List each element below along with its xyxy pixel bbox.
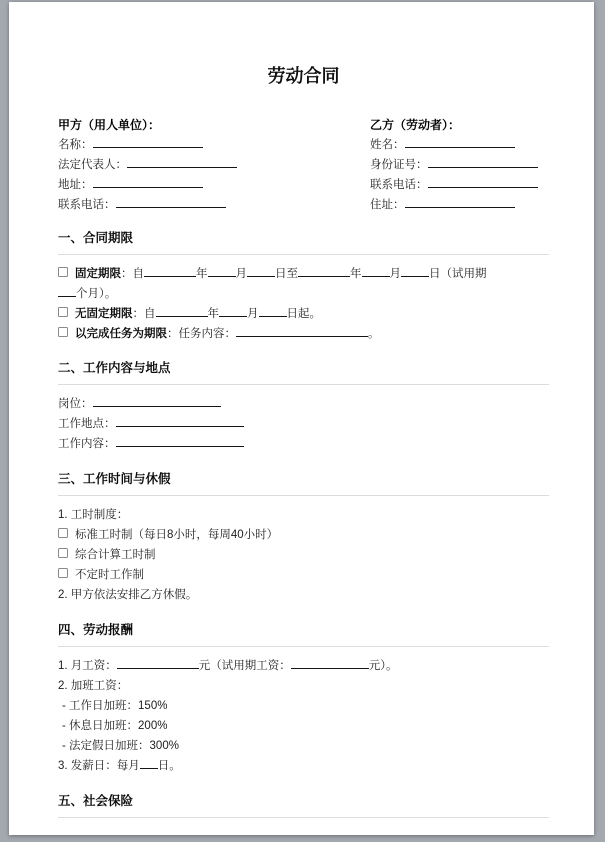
field-label: 姓名：: [370, 139, 405, 151]
option-text: ：自: [132, 308, 156, 320]
option-text: 综合计算工时制: [75, 549, 156, 561]
work-duty-blank[interactable]: [116, 435, 244, 447]
open-day-blank[interactable]: [259, 305, 287, 317]
party-b-name-row: [370, 135, 549, 155]
task-term-checkbox[interactable]: [58, 327, 68, 337]
option-text: 日起。: [286, 308, 321, 320]
option-text: 日（试用期: [429, 268, 487, 280]
clause-text: 1. 月工资：: [58, 660, 117, 672]
option-text: 标准工时制（每日8小时，每周40小时）: [75, 529, 279, 541]
clause-text: 日。: [157, 760, 181, 772]
option-text: 月: [247, 308, 259, 320]
section-heading: 四、劳动报酬: [58, 623, 549, 647]
party-a-name-row: [58, 135, 370, 155]
work-location-blank[interactable]: [116, 415, 244, 427]
field-label: 工作地点：: [58, 418, 116, 430]
open-year-blank[interactable]: [156, 305, 208, 317]
position-row: [58, 394, 549, 414]
party-a-address-row: [58, 175, 370, 195]
field-label: 联系电话：: [370, 179, 428, 191]
option-text: 日至: [275, 268, 298, 280]
option-task-term: [58, 324, 549, 344]
clause-text: 元（试用期工资：: [198, 660, 291, 672]
open-term-checkbox[interactable]: [58, 307, 68, 317]
position-blank[interactable]: [93, 395, 221, 407]
option-text: 年: [196, 268, 208, 280]
probation-months-blank[interactable]: [58, 285, 76, 297]
option-fixed-term-wrap: [58, 284, 549, 304]
party-b-header: 乙方（劳动者）：: [370, 118, 461, 132]
leave-clause: 2. 甲方依法安排乙方休假。: [58, 589, 198, 601]
section-remuneration: [58, 623, 549, 776]
option-text: 月: [389, 268, 401, 280]
party-b-address-row: [370, 195, 549, 215]
task-content-blank[interactable]: [236, 325, 368, 337]
section-working-hours: [58, 472, 549, 605]
end-day-blank[interactable]: [401, 265, 429, 277]
fixed-term-checkbox[interactable]: [58, 267, 68, 277]
section-social-insurance: [58, 794, 549, 818]
overtime-holiday: - 法定假日加班：300%: [62, 740, 179, 752]
worker-address-fill-blank[interactable]: [405, 196, 515, 208]
end-month-blank[interactable]: [362, 265, 390, 277]
section-work-content: [58, 361, 549, 454]
section-contract-term: [58, 231, 549, 344]
party-a-phone-row: [58, 195, 370, 215]
monthly-salary-blank[interactable]: [117, 657, 199, 669]
end-year-blank[interactable]: [298, 265, 350, 277]
option-open-term: [58, 304, 549, 324]
parties-block: [58, 115, 549, 215]
option-text: 。: [368, 328, 380, 340]
monthly-salary-row: [58, 656, 549, 676]
worker-phone-fill-blank[interactable]: [428, 176, 538, 188]
probation-salary-blank[interactable]: [291, 657, 369, 669]
option-text: 月: [235, 268, 247, 280]
start-day-blank[interactable]: [247, 265, 275, 277]
option-comprehensive-hours: [58, 545, 549, 565]
section-heading: 二、工作内容与地点: [58, 361, 549, 385]
field-label: 法定代表人：: [58, 159, 127, 171]
party-a-legal-rep-row: [58, 155, 370, 175]
field-label: 岗位：: [58, 398, 93, 410]
overtime-restday: - 休息日加班：200%: [62, 720, 168, 732]
contract-page: [9, 2, 594, 835]
option-fixed-term: [58, 264, 549, 284]
overtime-weekday: - 工作日加班：150%: [62, 700, 168, 712]
start-month-blank[interactable]: [208, 265, 236, 277]
field-label: 地址：: [58, 179, 93, 191]
clause-text: 元）。: [368, 660, 398, 672]
hours-system-label: 1. 工时制度：: [58, 509, 129, 521]
work-duty-row: [58, 434, 549, 454]
name-fill-blank[interactable]: [93, 136, 203, 148]
flexible-hours-checkbox[interactable]: [58, 568, 68, 578]
address-fill-blank[interactable]: [93, 176, 203, 188]
option-text: 不定时工作制: [75, 569, 144, 581]
field-label: 住址：: [370, 199, 405, 211]
field-label: 工作内容：: [58, 438, 116, 450]
option-standard-hours: [58, 525, 549, 545]
option-text: ：任务内容：: [167, 328, 236, 340]
clause-text: 3. 发薪日：每月: [58, 760, 140, 772]
option-label: 以完成任务为期限: [75, 328, 167, 340]
phone-fill-blank[interactable]: [116, 196, 226, 208]
id-number-fill-blank[interactable]: [428, 156, 538, 168]
standard-hours-checkbox[interactable]: [58, 528, 68, 538]
party-b-id-row: [370, 155, 549, 175]
option-label: 无固定期限: [75, 308, 133, 320]
payday-blank[interactable]: [140, 757, 158, 769]
option-text: 年: [207, 308, 219, 320]
open-month-blank[interactable]: [219, 305, 247, 317]
payday-row: [58, 756, 549, 776]
section-heading: 五、社会保险: [58, 794, 549, 818]
page-title: 劳动合同: [267, 66, 340, 86]
legal-rep-fill-blank[interactable]: [127, 156, 237, 168]
comprehensive-hours-checkbox[interactable]: [58, 548, 68, 558]
section-heading: 三、工作时间与休假: [58, 472, 549, 496]
section-heading: 一、合同期限: [58, 231, 549, 255]
party-a-block: [58, 115, 370, 215]
work-location-row: [58, 414, 549, 434]
option-text: ：自: [121, 268, 144, 280]
option-text: 年: [350, 268, 362, 280]
party-a-header: 甲方（用人单位）：: [58, 118, 161, 132]
party-b-phone-row: [370, 175, 549, 195]
worker-name-fill-blank[interactable]: [405, 136, 515, 148]
option-text: 个月）。: [76, 288, 117, 300]
start-year-blank[interactable]: [144, 265, 196, 277]
option-label: 固定期限: [75, 268, 121, 280]
overtime-title: 2. 加班工资：: [58, 680, 129, 692]
field-label: 联系电话：: [58, 199, 116, 211]
option-flexible-hours: [58, 565, 549, 585]
party-b-block: [370, 115, 549, 215]
field-label: 身份证号：: [370, 159, 428, 171]
field-label: 名称：: [58, 139, 93, 151]
